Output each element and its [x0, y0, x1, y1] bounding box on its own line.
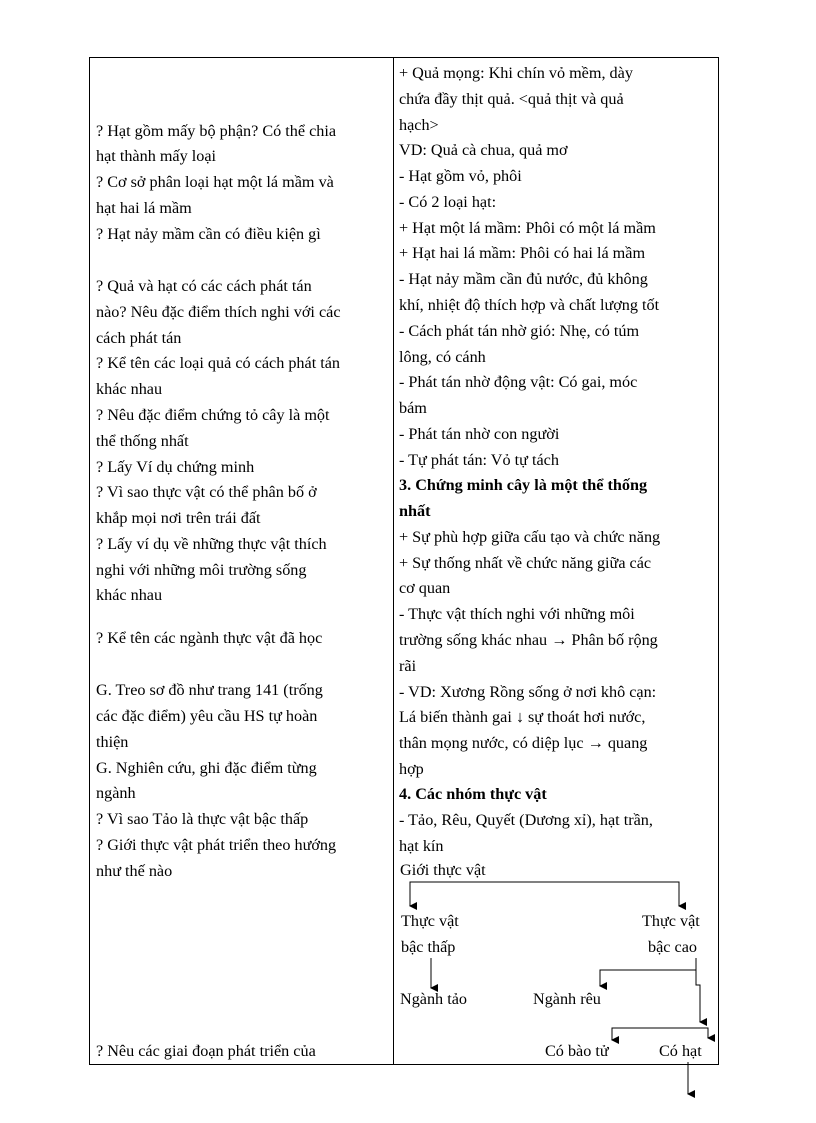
question-line: ? Nêu các giai đoạn phát triển của [96, 1042, 316, 1060]
question-line: ? Lấy Ví dụ chứng minh [96, 458, 255, 476]
answer-line: bám [399, 399, 427, 417]
question-line: ngành [96, 784, 136, 802]
answer-line: + Sự thống nhất về chức năng giữa các [399, 554, 652, 572]
question-line: ? Cơ sở phân loại hạt một lá mầm và [96, 173, 334, 191]
answer-line: Lá biến thành gai ↓ sự thoát hơi nước, [399, 708, 646, 726]
diagram-high-plants-label: bậc cao [648, 938, 697, 956]
question-line: ? Kể tên các loại quả có cách phát tán [96, 354, 341, 372]
answer-line: cơ quan [399, 579, 451, 597]
answer-line: - Hạt gồm vỏ, phôi [399, 167, 522, 185]
diagram-spores-label: Có bào tử [545, 1042, 609, 1060]
question-line: thể thống nhất [96, 432, 189, 450]
question-line: khác nhau [96, 380, 163, 398]
answer-line: hạch> [399, 116, 439, 134]
answer-line: chứa đầy thịt quả. <quả thịt và quả [399, 90, 624, 108]
connector-spores-seeds [612, 1028, 708, 1038]
answer-line: khí, nhiệt độ thích hợp và chất lượng tốt [399, 296, 660, 314]
diagram-high-plants-label: Thực vật [642, 912, 700, 930]
answer-line: lông, có cánh [399, 348, 486, 366]
question-line: ? Hạt nảy mầm cần có điều kiện gì [96, 225, 321, 243]
question-line: thiện [96, 733, 129, 751]
question-line: G. Treo sơ đồ như trang 141 (trống [96, 681, 323, 699]
question-line: ? Lấy ví dụ về những thực vật thích [96, 535, 327, 553]
answer-line: rãi [399, 657, 417, 675]
answer-line: + Hạt hai lá mầm: Phôi có hai lá mầm [399, 244, 646, 262]
answer-line: - Thực vật thích nghi với những môi [399, 605, 635, 623]
diagram-algae-label: Ngành tảo [400, 990, 467, 1008]
answer-line: hợp [399, 760, 424, 778]
question-line: ? Vì sao thực vật có thể phân bố ở [96, 483, 317, 501]
answer-line: - Tự phát tán: Vỏ tự tách [399, 451, 559, 469]
diagram-low-plants-label: bậc thấp [401, 938, 456, 956]
answer-line: + Quả mọng: Khi chín vỏ mềm, dày [399, 64, 633, 82]
question-line: ? Giới thực vật phát triển theo hướng [96, 836, 337, 854]
answer-line: + Hạt một lá mầm: Phôi có một lá mầm [399, 219, 656, 237]
question-line: G. Nghiên cứu, ghi đặc điểm từng [96, 759, 317, 777]
answer-line: - Có 2 loại hạt: [399, 193, 497, 211]
question-line: như thế nào [96, 862, 173, 880]
connector-root [410, 882, 679, 906]
question-line: ? Quả và hạt có các cách phát tán [96, 277, 312, 295]
answer-line: + Sự phù hợp giữa cấu tạo và chức năng [399, 528, 661, 546]
answer-line: - Tảo, Rêu, Quyết (Dương xỉ), hạt trần, [399, 811, 653, 829]
question-line: khác nhau [96, 586, 163, 604]
answer-line: - VD: Xương Rồng sống ở nơi khô cạn: [399, 683, 657, 701]
diagram-seeds-label: Có hạt [659, 1042, 702, 1060]
question-line: nghi với những môi trường sống [96, 561, 307, 579]
answer-line: hạt kín [399, 837, 444, 855]
connector-high-moss [600, 958, 696, 986]
question-line: ? Hạt gồm mấy bộ phận? Có thể chia [96, 122, 337, 140]
question-line: các đặc điểm) yêu cầu HS tự hoàn [96, 707, 318, 725]
question-line: hạt hai lá mầm [96, 199, 192, 217]
question-line: ? Nêu đặc điểm chứng tỏ cây là một [96, 406, 330, 424]
section-heading: 4. Các nhóm thực vật [399, 785, 547, 803]
answer-line: - Phát tán nhờ động vật: Có gai, móc [399, 373, 638, 391]
question-line: cách phát tán [96, 329, 182, 347]
answer-line: - Cách phát tán nhờ gió: Nhẹ, có túm [399, 322, 640, 340]
diagram-root-label: Giới thực vật [400, 861, 486, 879]
question-line: ? Vì sao Tảo là thực vật bậc thấp [96, 810, 309, 828]
section-heading: nhất [399, 502, 431, 520]
answer-line: VD: Quả cà chua, quả mơ [399, 141, 568, 159]
answer-line: trường sống khác nhau → Phân bố rộng [399, 631, 658, 649]
diagram-moss-label: Ngành rêu [533, 990, 601, 1008]
question-line: nào? Nêu đặc điểm thích nghi với các [96, 303, 341, 321]
question-line: khắp mọi nơi trên trái đất [96, 509, 261, 527]
section-heading: 3. Chứng minh cây là một thể thống [399, 476, 648, 494]
question-line: hạt thành mấy loại [96, 147, 217, 165]
answer-line: - Hạt nảy mầm cần đủ nước, đủ không [399, 270, 648, 288]
connector-high-right [696, 970, 700, 1022]
answer-line: thân mọng nước, có diệp lục → quang [399, 734, 648, 752]
question-line: ? Kể tên các ngành thực vật đã học [96, 629, 323, 647]
diagram-low-plants-label: Thực vật [401, 912, 459, 930]
answer-line: - Phát tán nhờ con người [399, 425, 560, 443]
